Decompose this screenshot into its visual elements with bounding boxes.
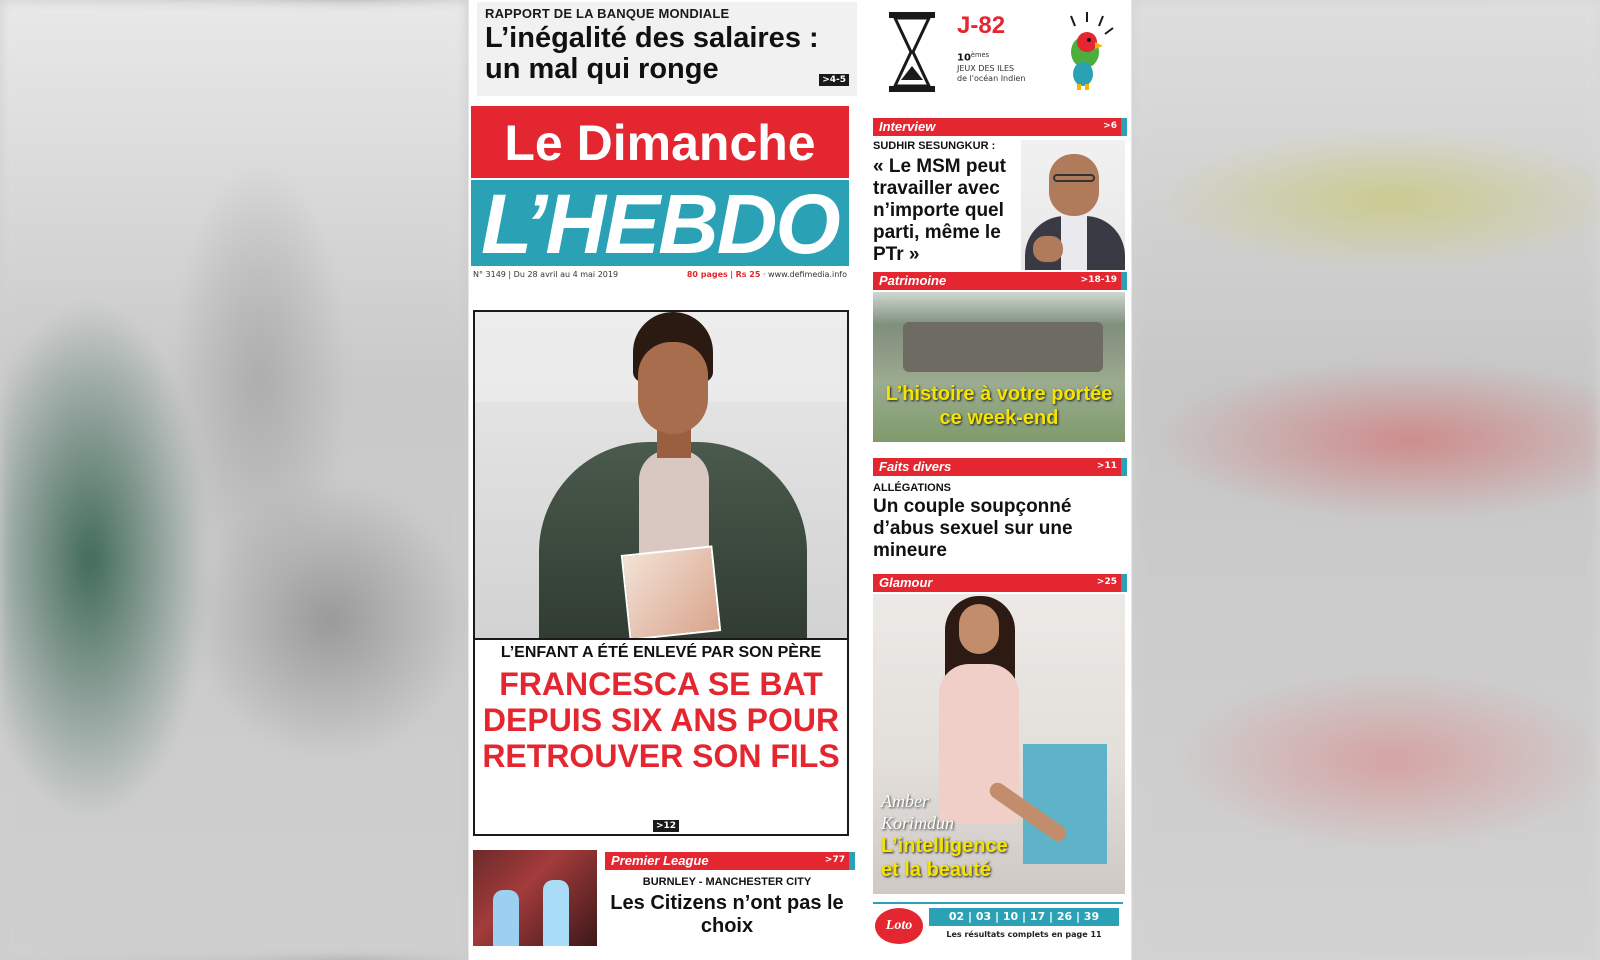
- issue-info: [473, 270, 847, 279]
- issue-number: N° 3149 | Du 28 avril au 4 mai 2019: [473, 270, 619, 279]
- glamour-section-label: Glamour: [879, 575, 933, 590]
- faits-divers-page-ref: >11: [1096, 461, 1117, 471]
- issue-meta: 80 pages | Rs 25 · www.defimedia.info: [686, 270, 847, 279]
- glamour-last-name: Korimdun: [881, 813, 955, 833]
- hourglass-icon: [887, 10, 937, 94]
- blurred-background-right: [1132, 0, 1600, 960]
- section-bar-accent: [1121, 272, 1127, 290]
- held-child-photo: [621, 545, 721, 640]
- glamour-page-ref: >25: [1096, 577, 1117, 587]
- jeux-countdown: [873, 2, 1125, 100]
- parrot-mascot-icon: [1051, 12, 1121, 92]
- patrimoine-photo[interactable]: [873, 292, 1125, 442]
- loto-numbers: 02 | 03 | 10 | 17 | 26 | 39: [929, 908, 1119, 926]
- section-bar-accent: [849, 852, 855, 870]
- masthead-title-2: L’HEBDO: [481, 180, 839, 266]
- main-story-headline: FRANCESCA SE BAT DEPUIS SIX ANS POUR RETROUVER SON FILS: [482, 666, 840, 774]
- top-story-headline: L’inégalité des salaires : un mal qui ronge: [485, 22, 819, 85]
- countdown-label: J-82: [957, 12, 1006, 39]
- jeux-subtitle: de l'océan Indien: [957, 73, 1026, 83]
- photo-player: [543, 880, 569, 946]
- section-bar-accent: [1121, 118, 1127, 136]
- glamour-headline: [881, 834, 1008, 882]
- interview-photo[interactable]: [1021, 140, 1125, 270]
- interview-section-bar[interactable]: [873, 118, 1121, 136]
- interview-headline[interactable]: « Le MSM peut travailler avec n’importe quel parti, même le PTr »: [873, 156, 1007, 265]
- top-story-page-ref: >4-5: [819, 74, 849, 86]
- section-bar-accent: [1121, 574, 1127, 592]
- interview-kicker: SUDHIR SESUNGKUR :: [873, 140, 996, 152]
- photo-face: [638, 342, 708, 434]
- main-story-photo[interactable]: [473, 310, 849, 640]
- patrimoine-headline: L’histoire à votre portée ce week-end: [885, 383, 1113, 429]
- masthead-line2: [471, 180, 849, 266]
- faits-divers-section-bar[interactable]: [873, 458, 1121, 476]
- photo-glasses: [1053, 174, 1095, 182]
- glamour-name: [881, 790, 954, 834]
- patrimoine-page-ref: >18-19: [1080, 275, 1117, 285]
- glamour-headline-line1: L’intelligence: [881, 835, 1008, 857]
- loto-results[interactable]: [873, 902, 1123, 946]
- main-story-page-ref: >12: [653, 820, 679, 832]
- jeux-edition-suffix: èmes: [970, 51, 990, 59]
- photo-player: [493, 890, 519, 946]
- photo-shirt: [1061, 216, 1087, 270]
- glamour-headline-line2: et la beauté: [881, 859, 992, 881]
- patrimoine-section-label: Patrimoine: [879, 273, 947, 288]
- loto-note: Les résultats complets en page 11: [946, 930, 1102, 939]
- photo-ruins: [903, 322, 1103, 372]
- interview-page-ref: >6: [1103, 121, 1117, 131]
- photo-hand: [1033, 236, 1063, 262]
- photo-face: [959, 604, 999, 654]
- glamour-photo[interactable]: [873, 594, 1125, 894]
- glamour-first-name: Amber: [881, 791, 929, 811]
- section-bar-accent: [1121, 458, 1127, 476]
- issue-price: Rs 25: [735, 270, 761, 279]
- photo-face: [1049, 154, 1099, 216]
- jeux-logo-text: [957, 50, 1057, 84]
- masthead-title-1: Le Dimanche: [504, 115, 816, 171]
- premier-league-kicker: BURNLEY - MANCHESTER CITY: [642, 876, 812, 888]
- premier-league-page-ref: >77: [824, 855, 845, 865]
- faits-divers-kicker: ALLÉGATIONS: [873, 482, 952, 494]
- glamour-section-bar[interactable]: [873, 574, 1121, 592]
- masthead-line1: [471, 106, 849, 178]
- top-story[interactable]: [477, 2, 857, 96]
- photo-seat: [1023, 744, 1107, 864]
- interview-section-label: Interview: [879, 119, 936, 134]
- jeux-name: JEUX DES ILES: [957, 63, 1015, 73]
- premier-league-headline[interactable]: Les Citizens n’ont pas le choix: [610, 892, 844, 937]
- faits-divers-section-label: Faits divers: [879, 459, 952, 474]
- newspaper-front-page: [468, 0, 1132, 960]
- jeux-edition-number: 10: [957, 52, 971, 64]
- issue-pages: 80 pages: [686, 270, 728, 279]
- patrimoine-section-bar[interactable]: [873, 272, 1121, 290]
- faits-divers-headline[interactable]: Un couple soupçonné d’abus sexuel sur une mineure: [873, 496, 1073, 561]
- main-story[interactable]: [473, 640, 849, 836]
- loto-logo: Loto: [875, 908, 923, 944]
- issue-website: www.defimedia.info: [768, 270, 847, 279]
- premier-league-photo[interactable]: [473, 850, 597, 946]
- premier-league-section-label: Premier League: [611, 853, 709, 868]
- main-story-kicker: L’ENFANT A ÉTÉ ENLEVÉ PAR SON PÈRE: [500, 644, 822, 661]
- premier-league-section-bar[interactable]: [605, 852, 849, 870]
- blurred-background-left: [0, 0, 468, 960]
- top-story-kicker: RAPPORT DE LA BANQUE MONDIALE: [485, 6, 730, 21]
